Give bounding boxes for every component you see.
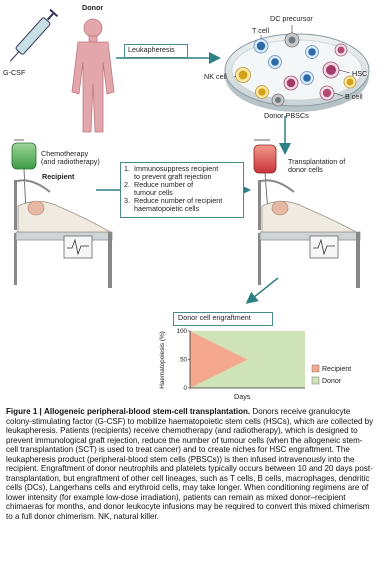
step-3 (124, 197, 240, 213)
step-1-number: 1. (124, 164, 130, 173)
hsc-cell (323, 62, 339, 78)
step-1 (124, 165, 240, 181)
step-2 (124, 181, 240, 197)
legend-swatch-recipient (312, 365, 319, 372)
donor-pbscs-label: Donor PBSCs (264, 111, 309, 120)
nk-cell (236, 68, 251, 83)
y-tick-label: 0 (183, 385, 187, 393)
recipient-bed-left (14, 180, 112, 288)
hsc-label: HSC (352, 69, 368, 78)
step-1-text (134, 165, 218, 181)
step-2-line2: tumour cells (134, 187, 173, 197)
dc-precursor-label: DC precursor (270, 14, 313, 23)
t-cell-label: T cell (252, 26, 270, 35)
syringe-icon (10, 10, 57, 62)
conditioning-steps-box (120, 162, 244, 218)
recipient-label: Recipient (42, 172, 75, 181)
b-cell-label: B cell (345, 92, 363, 101)
engraftment-chart (177, 328, 352, 392)
b-cell (320, 86, 334, 100)
step-3-line2: haematopoietic cells (134, 203, 200, 213)
figure-number: Figure 1 | (6, 407, 42, 416)
legend-label-donor: Donor (322, 378, 342, 385)
chart-ylabel: Haematopoiesis (%) (159, 331, 166, 389)
step-3-text (134, 197, 222, 213)
donor-cells-bag-icon (254, 140, 276, 212)
chart-xlabel: Days (234, 392, 251, 401)
transplant-label-2: donor cells (288, 165, 323, 174)
t-cell (254, 39, 268, 53)
chart-title: Donor cell engraftment (178, 313, 251, 322)
step-1-line1: Immunosuppress recipient (134, 164, 219, 173)
chemotherapy-label-2: (and radiotherapy) (41, 157, 100, 166)
legend-swatch-donor (312, 377, 319, 384)
chemotherapy-label: Chemotherapy (41, 149, 89, 158)
recipient-bed-right (258, 180, 360, 288)
figure-body: Donors receive granulocyte colony-stimulating factor (G-CSF) to mobilize haematopoietic stem cells (HSCs), which are collected by leukapheresis. Patients (recipients) receive chemotherapy (and radiotherapy), which is designed to prevent immunological graft rejection, reduce the number of tumour cells (when the allogeneic stem-cell transplantation (SCT) is used to treat cancer) and to create niches for HSC engraftment. The leukapheresis product (peripheral-blood stem cells (PBSCs)) is then infused intravenously into the recipient. Engraftment of donor neutrophils and platelets typically occurs between 10 and 20 days post-transplantation, but engraftment of other cell lineages, such as T cells, B cells, macrophages, dendritic cells (DCs), Langerhans cells and erythroid cells, may take longer. When conditioning regimens are of lower intensity (for example low-dose irradiation), patients can remain as mixed donor–recipient chimaeras for months, and donor leukocyte infusions may be required to convert this mixed chimerism to a full donor chimerism. NK, natural killer. (6, 407, 374, 522)
y-tick-label: 50 (180, 356, 187, 364)
donor-label: Donor (82, 3, 104, 12)
y-tick-label: 100 (176, 328, 187, 336)
engraftment-arrow (248, 278, 278, 302)
figure-caption (6, 407, 374, 522)
leukapheresis-label: Leukapheresis (128, 45, 175, 54)
step-2-number: 2. (124, 179, 130, 189)
step-2-line1: Reduce number of (134, 179, 194, 189)
legend-label-recipient: Recipient (322, 366, 352, 373)
step-1-line2: to prevent graft rejection (134, 171, 212, 181)
step-3-number: 3. (124, 195, 130, 205)
donor-figure-icon (72, 19, 114, 132)
nk-cell-label: NK cell (204, 72, 227, 81)
figure-title: Allogeneic peripheral-blood stem-cell transplantation. (44, 407, 251, 416)
step-2-text (134, 181, 193, 197)
gcsf-label: G-CSF (3, 68, 26, 77)
step-3-line1: Reduce number of recipient (134, 195, 223, 205)
transplant-label: Transplantation of (288, 157, 346, 166)
dc-precursor-cell (285, 33, 299, 47)
